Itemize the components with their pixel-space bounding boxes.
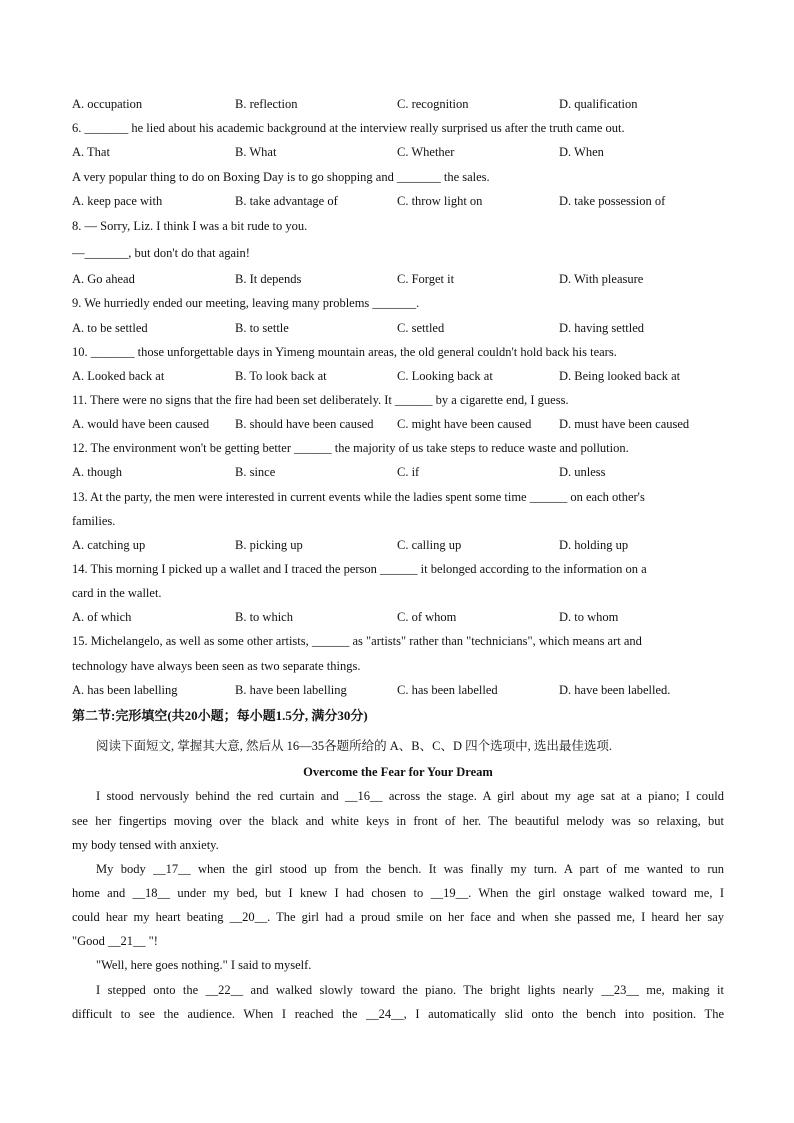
q7-option-d: D. take possession of [559,194,666,208]
q10-option-a: A. Looked back at [72,369,165,383]
q15-option-b: B. have been labelling [235,683,347,697]
passage-line: "Well, here goes nothing." I said to myself. [96,958,312,972]
q6-option-d: D. When [559,145,604,159]
q6-option-b: B. What [235,145,277,159]
passage-line: I stepped onto the __22__ and walked slowly toward the piano. The bright lights nearly __23__ me, making it [96,983,724,997]
q8-option-c: C. Forget it [397,272,455,286]
q15-option-c: C. has been labelled [397,683,498,697]
q5-option-b: B. reflection [235,97,298,111]
q11-option-a: A. would have been caused [72,417,210,431]
q13-option-c: C. calling up [397,538,462,552]
q14-option-c: C. of whom [397,610,457,624]
q14-stem-line1: 14. This morning I picked up a wallet and I traced the person ______ it belonged according to the information on a [72,562,647,576]
q10-stem: 10. _______ those unforgettable days in Yimeng mountain areas, the old general couldn't hold back his tears. [72,345,617,359]
section2-heading: 第二节:完形填空(共20小题；每小题1.5分, 满分30分) [72,708,368,723]
q12-option-d: D. unless [559,465,606,479]
q15-option-d: D. have been labelled. [559,683,671,697]
q13-option-a: A. catching up [72,538,146,552]
q11-option-d: D. must have been caused [559,417,690,431]
q8-option-a: A. Go ahead [72,272,135,286]
q10-option-b: B. To look back at [235,369,327,383]
passage-line: My body __17__ when the girl stood up from the bench. It was finally my turn. A part of me wanted to run [96,862,724,876]
passage-line: see her fingertips moving over the black and white keys in front of her. The beautiful melody was so relaxing, but [72,814,724,828]
q6-option-c: C. Whether [397,145,455,159]
q11-option-c: C. might have been caused [397,417,532,431]
q15-stem-line1: 15. Michelangelo, as well as some other artists, ______ as "artists" rather than "technicians", which means art and [72,634,642,648]
q13-option-d: D. holding up [559,538,629,552]
passage-line: home and __18__ under my bed, but I knew I had chosen to __19__. When the girl onstage walked toward me, I [72,886,724,900]
q5-option-c: C. recognition [397,97,469,111]
q14-option-b: B. to which [235,610,293,624]
q8-reply: —_______, but don't do that again! [72,246,250,260]
q5-option-d: D. qualification [559,97,638,111]
q8-option-b: B. It depends [235,272,302,286]
passage-line: "Good __21__ "! [72,934,158,948]
q7-option-b: B. take advantage of [235,194,338,208]
q9-option-a: A. to be settled [72,321,148,335]
q5-option-a: A. occupation [72,97,143,111]
passage-line: difficult to see the audience. When I reached the __24__, I automatically slid onto the bench into position. The [72,1007,724,1021]
passage-line: could hear my heart beating __20__. The girl had a proud smile on her face and when she passed me, I heard her say [72,910,724,924]
q9-option-c: C. settled [397,321,445,335]
q15-option-a: A. has been labelling [72,683,178,697]
q11-stem: 11. There were no signs that the fire had been set deliberately. It ______ by a cigarette end, I guess. [72,393,569,407]
q6-stem: 6. _______ he lied about his academic background at the interview really surprised us after the truth came out. [72,121,625,135]
q12-option-c: C. if [397,465,420,479]
q13-stem-line1: 13. At the party, the men were interested in current events while the ladies spent some time ______ on each other's [72,490,645,504]
q12-option-b: B. since [235,465,276,479]
q12-option-a: A. though [72,465,122,479]
q14-stem-line2: card in the wallet. [72,586,162,600]
q14-option-d: D. to whom [559,610,619,624]
q10-option-d: D. Being looked back at [559,369,681,383]
q9-option-d: D. having settled [559,321,645,335]
q6-option-a: A. That [72,145,110,159]
q7-option-c: C. throw light on [397,194,483,208]
section2-instruction: 阅读下面短文, 掌握其大意, 然后从 16—35各题所给的 A、B、C、D 四个选项中, 选出最佳选项. [96,739,612,753]
q11-option-b: B. should have been caused [235,417,374,431]
q15-stem-line2: technology have always been seen as two separate things. [72,659,361,673]
q8-stem: 8. — Sorry, Liz. I think I was a bit rude to you. [72,219,308,233]
q10-option-c: C. Looking back at [397,369,493,383]
passage-line: I stood nervously behind the red curtain and __16__ across the stage. A girl about my age sat at a piano; I could [96,789,724,803]
passage-line: my body tensed with anxiety. [72,838,219,852]
q7-option-a: A. keep pace with [72,194,163,208]
q12-stem: 12. The environment won't be getting better ______ the majority of us take steps to reduce waste and pollution. [72,441,629,455]
q14-option-a: A. of which [72,610,132,624]
q13-stem-line2: families. [72,514,116,528]
q13-option-b: B. picking up [235,538,303,552]
q8-option-d: D. With pleasure [559,272,644,286]
passage-title: Overcome the Fear for Your Dream [303,765,493,779]
q7-stem: A very popular thing to do on Boxing Day is to go shopping and _______ the sales. [72,170,490,184]
q9-option-b: B. to settle [235,321,289,335]
q9-stem: 9. We hurriedly ended our meeting, leaving many problems _______. [72,296,420,310]
